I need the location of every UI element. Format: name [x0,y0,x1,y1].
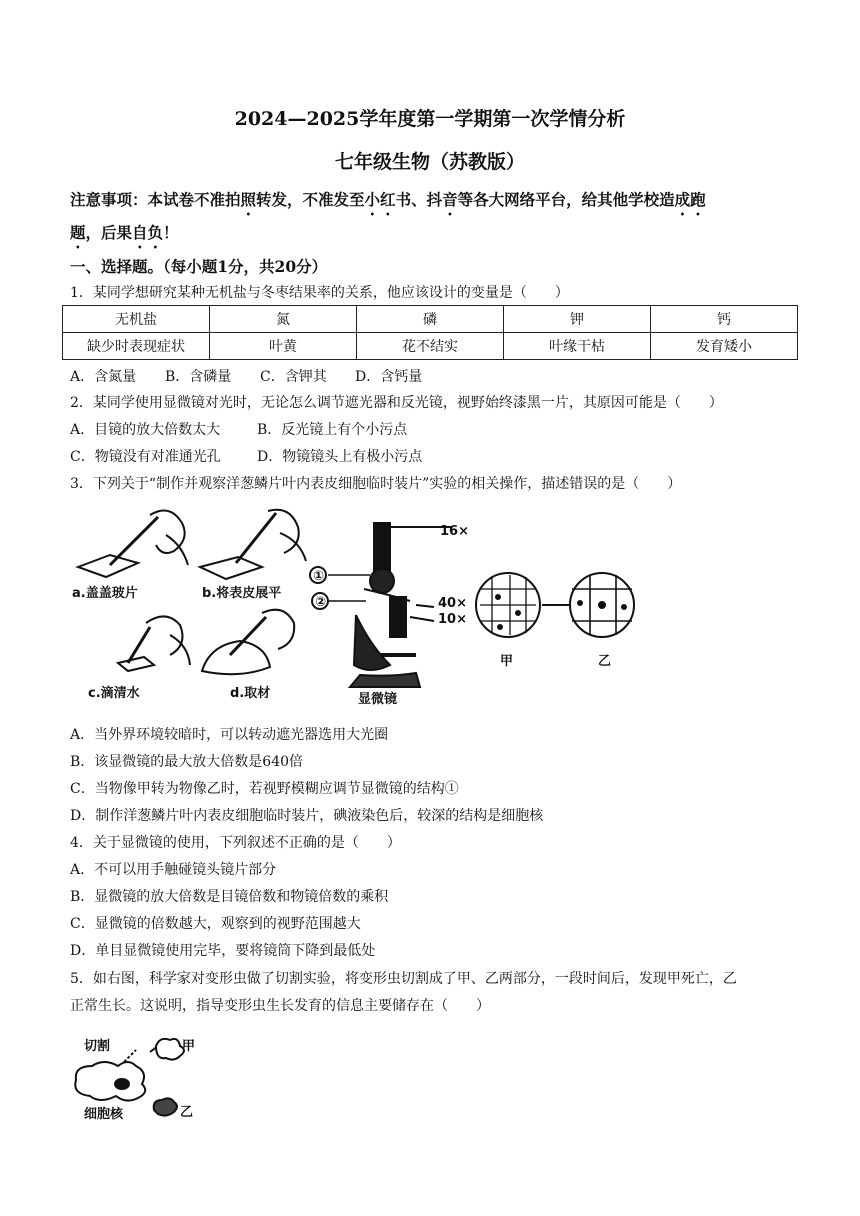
table-cell: 缺少时表现症状 [63,333,210,360]
objective-40-label: 40× [438,596,467,611]
step-a-illustration [78,511,188,578]
part-jia-label: 甲 [182,1039,196,1054]
notice-dotted: 小红 [364,190,396,209]
notice-text: 注意事项：本试卷不准拍 [70,190,241,209]
notice-text: ！ [163,223,179,242]
view-jia-label: 甲 [500,654,514,669]
step-b-label: b.将表皮展平 [202,586,282,601]
table-cell: 叶黄 [210,333,357,360]
q2-options-row1 [70,419,407,439]
q4-stem: 4．关于显微镜的使用，下列叙述不正确的是（ ） [70,835,401,851]
step-a-label: a.盖盖玻片 [72,586,138,601]
view-yi-label: 乙 [598,654,612,669]
q5-figure [70,1032,210,1122]
q5-stem-line-2: 正常生长。这说明，指导变形虫生长发育的信息主要储存在（ ） [70,998,490,1014]
notice-dotted: 照 [240,190,257,209]
section-heading: 一、选择题。（每小题1分，共20分） [70,257,328,276]
table-cell: 钾 [504,306,651,333]
eyepiece-mag-label: 16× [440,524,469,539]
notice-text: 等各大网络平台，给其他学校造 [457,190,675,209]
q2-option-d: D．物镜镜头上有极小污点 [257,449,423,465]
microscope-illustration [310,523,452,687]
q1-stem: 1．某同学想研究某种无机盐与冬枣结果率的关系，他应该设计的变量是（ ） [70,285,569,301]
step-c-label: c.滴清水 [88,686,140,701]
table-cell: 无机盐 [63,306,210,333]
table-cell: 磷 [357,306,504,333]
q1-option-d: D．含钙量 [355,369,423,385]
step-b-illustration [200,510,306,579]
q2-option-c: C．物镜没有对准通光孔 [70,449,221,465]
q1-option-c: C．含钾其 [260,369,327,385]
nucleus-label: 细胞核 [84,1107,124,1122]
notice-text: 书、抖 [395,190,443,209]
step-d-label: d.取材 [230,686,271,701]
q1-options [70,366,422,386]
notice-line-2 [70,221,179,252]
notice-text: ，后果 [85,223,133,242]
q1-option-b: B．含磷量 [165,369,232,385]
table-cell: 花不结实 [357,333,504,360]
q3-option-a: A．当外界环境较暗时，可以转动遮光器选用大光圈 [70,727,389,743]
table-cell: 氮 [210,306,357,333]
microscope-label: 显微镜 [358,692,398,707]
notice-dotted: 自负 [132,223,164,242]
q4-option-a: A．不可以用手触碰镜头镜片部分 [70,862,277,878]
notice-dotted: 音 [442,190,458,209]
q3-option-b: B．该显微镜的最大放大倍数是640倍 [70,754,304,770]
cut-label: 切割 [84,1039,111,1054]
step-c-illustration [118,616,190,671]
q3-option-d: D．制作洋葱鳞片叶内表皮细胞临时装片，碘液染色后，较深的结构是细胞核 [70,808,544,824]
table-row [63,306,798,333]
structure-1-marker: ① [313,569,325,584]
q3-figure [70,505,650,710]
table-cell: 发育矮小 [651,333,798,360]
q1-table [62,305,798,360]
exam-subtitle: 七年级生物（苏教版） [334,151,525,173]
structure-2-marker: ② [315,595,327,610]
table-row [63,333,798,360]
objective-10-label: 10× [438,612,467,627]
q5-stem-line-1: 5．如右图，科学家对变形虫做了切割实验，将变形虫切割成了甲、乙两部分，一段时间后，发现甲死亡，乙 [70,971,737,987]
notice-dotted: 题 [70,223,86,242]
q4-option-d: D．单目显微镜使用完毕，要将镜筒下降到最低处 [70,943,376,959]
notice-text: 转发，不准发至 [256,190,365,209]
q3-option-c: C．当物像甲转为物像乙时，若视野模糊应调节显微镜的结构① [70,781,459,797]
q2-options-row2 [70,446,422,466]
q1-option-a: A．含氮量 [70,369,137,385]
q2-stem: 2．某同学使用显微镜对光时，无论怎么调节遮光器和反光镜，视野始终漆黑一片，其原因可能是（ ） [70,395,723,411]
notice-line-1 [70,188,706,219]
q4-option-b: B．显微镜的放大倍数是目镜倍数和物镜倍数的乘积 [70,889,389,905]
q4-option-c: C．显微镜的倍数越大，观察到的视野范围越大 [70,916,361,932]
table-cell: 叶缘干枯 [504,333,651,360]
q2-option-a: A．目镜的放大倍数太大 [70,422,221,438]
exam-title: 2024—2025学年度第一学期第一次学情分析 [234,108,626,130]
part-yi-label: 乙 [180,1105,194,1120]
step-d-illustration [202,610,294,675]
view-yi-illustration [570,573,634,637]
table-cell: 钙 [651,306,798,333]
notice-dotted: 成跑 [674,190,706,209]
q3-stem: 3．下列关于“制作并观察洋葱鳞片叶内表皮细胞临时装片”实验的相关操作，描述错误的是（ ） [70,476,682,492]
q2-option-b: B．反光镜上有个小污点 [257,422,408,438]
view-jia-illustration [476,573,570,637]
